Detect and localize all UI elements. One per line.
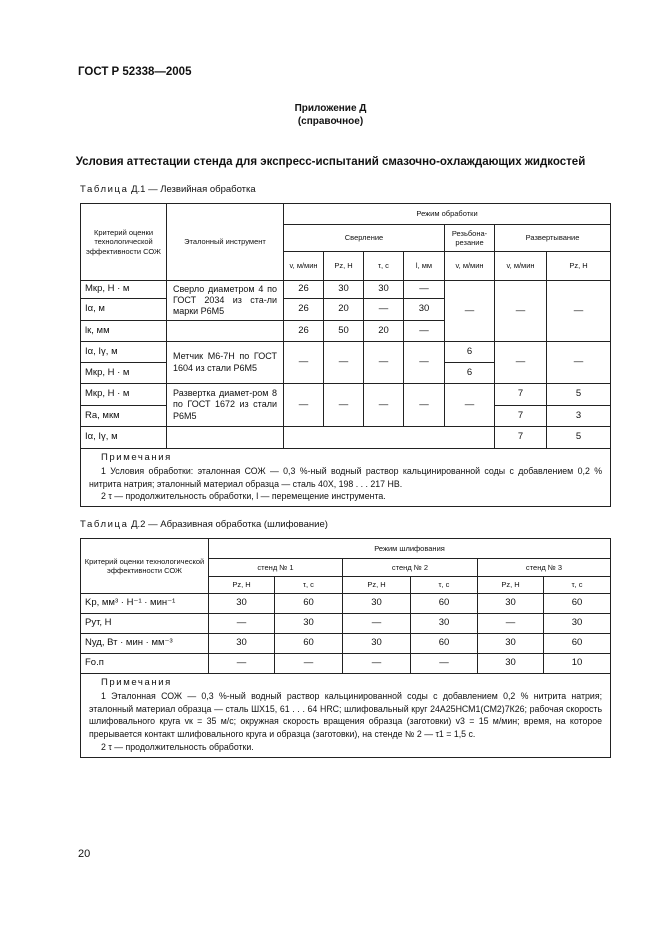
t1-header-reaming: Развертывание: [495, 225, 611, 252]
t1-cell: 30: [404, 299, 445, 321]
t1-param: Pz, Н: [547, 252, 611, 281]
t2-cell: 30: [343, 594, 411, 614]
t1-cell: 3: [547, 406, 611, 427]
t1-cell: —: [547, 342, 611, 384]
t2-cell: —: [209, 614, 275, 634]
t1-cell: 5: [547, 427, 611, 449]
t2-cell: 60: [544, 634, 611, 654]
appendix-subtitle: (справочное): [297, 116, 364, 127]
t2-criterion: Kр, мм³ · Н⁻¹ · мин⁻¹: [81, 594, 209, 614]
t2-param: Pz, Н: [343, 577, 411, 594]
t1-tool-drill: Сверло диаметром 4 по ГОСТ 2034 из ста-ли марки Р6М5: [167, 281, 284, 321]
t1-param: τ, с: [364, 252, 404, 281]
t1-param: v, м/мин: [495, 252, 547, 281]
table-d2: [80, 538, 611, 758]
t2-cell: 30: [544, 614, 611, 634]
t2-cell: 60: [275, 634, 343, 654]
t1-cell: —: [364, 384, 404, 427]
t1-tool-reamer: Развертка диамет-ром 8 по ГОСТ 1672 из стали Р6М5: [167, 384, 284, 427]
t1-criterion: Mкр, Н · м: [81, 281, 167, 299]
t1-header-threading: Резьбона-резание: [445, 225, 495, 252]
t2-cell: 10: [544, 654, 611, 674]
t2-header-stand-3: стенд № 3: [478, 559, 611, 577]
t2-cell: 60: [275, 594, 343, 614]
t2-param: Pz, Н: [209, 577, 275, 594]
t1-cell: —: [404, 384, 445, 427]
t1-cell: 26: [284, 281, 324, 299]
t1-param: v, м/мин: [445, 252, 495, 281]
t2-cell: —: [209, 654, 275, 674]
t1-cell-empty: [167, 427, 284, 449]
t1-cell: —: [404, 281, 445, 299]
appendix-title: Приложение Д: [294, 103, 367, 114]
t1-cell: —: [404, 342, 445, 384]
t2-header-stand-1: стенд № 1: [209, 559, 343, 577]
t1-criterion: Mкр, Н · м: [81, 384, 167, 406]
t1-cell: —: [404, 321, 445, 342]
t1-note-2: 2 τ — продолжительность обработки, l — перемещение инструмента.: [101, 491, 386, 502]
t1-cell: —: [364, 299, 404, 321]
t1-param: v, м/мин: [284, 252, 324, 281]
t2-cell: —: [343, 614, 411, 634]
t2-header-mode: Режим шлифования: [209, 539, 611, 559]
table2-caption-label: Таблица: [80, 519, 129, 530]
t1-param: Pz, Н: [324, 252, 364, 281]
t1-cell-empty: [167, 321, 284, 342]
t1-cell: 7: [495, 406, 547, 427]
section-heading: Условия аттестации стенда для экспресс-испытаний смазочно-охлаждающих жидкостей: [75, 156, 586, 168]
t1-header-drilling: Сверление: [284, 225, 445, 252]
t2-param: τ, с: [544, 577, 611, 594]
t1-cell: 6: [445, 363, 495, 384]
t2-header-stand-2: стенд № 2: [343, 559, 478, 577]
t1-cell: —: [324, 384, 364, 427]
t1-criterion: lк, мм: [81, 321, 167, 342]
t1-notes: [81, 449, 611, 507]
t1-note-1: 1 Условия обработки: эталонная СОЖ — 0,3 %-ный водный раствор кальцинированной соды с добавлением 0,2 % нитрита натрия; эталонный материал образца — сталь 40Х, 198 . . . 217 НВ.: [89, 465, 603, 489]
t1-cell: —: [495, 281, 547, 342]
t1-cell: 50: [324, 321, 364, 342]
t2-cell: 60: [544, 594, 611, 614]
table1-caption: [80, 184, 256, 195]
t1-cell: 20: [324, 299, 364, 321]
t2-cell: 30: [411, 614, 478, 634]
t1-header-criterion: Критерий оценки технологической эффективности СОЖ: [81, 204, 167, 281]
t2-criterion: Pут, Н: [81, 614, 209, 634]
t2-cell: 60: [411, 634, 478, 654]
t1-tool-tap: Метчик М6-7Н по ГОСТ 1604 из стали Р6М5: [167, 342, 284, 384]
table-d1: [80, 203, 611, 507]
t1-cell: —: [445, 384, 495, 427]
t1-header-tool: Эталонный инструмент: [167, 204, 284, 281]
page-number: 20: [78, 848, 91, 860]
t2-cell: 30: [209, 594, 275, 614]
t2-cell: 60: [411, 594, 478, 614]
table2-caption: [80, 519, 328, 530]
t1-criterion: Iα, м: [81, 299, 167, 321]
t2-cell: 30: [275, 614, 343, 634]
t1-cell: —: [284, 342, 324, 384]
t1-cell: —: [284, 384, 324, 427]
t1-cell: 7: [495, 427, 547, 449]
t1-cell: 20: [364, 321, 404, 342]
t2-cell: —: [343, 654, 411, 674]
t1-param: l, мм: [404, 252, 445, 281]
standard-header: ГОСТ Р 52338—2005: [78, 66, 192, 78]
t1-cell-empty: [284, 427, 495, 449]
t2-cell: 30: [478, 594, 544, 614]
t2-criterion: Nуд, Вт · мин · мм⁻³: [81, 634, 209, 654]
table2-caption-text: Д.2 — Абразивная обработка (шлифование): [128, 519, 328, 530]
t2-criterion: Fо.п: [81, 654, 209, 674]
t1-cell: —: [364, 342, 404, 384]
t1-criterion: Iα, Iγ, м: [81, 427, 167, 449]
t1-header-mode: Режим обработки: [284, 204, 611, 225]
t2-cell: 30: [343, 634, 411, 654]
t2-cell: —: [275, 654, 343, 674]
t1-cell: —: [324, 342, 364, 384]
t2-param: τ, с: [411, 577, 478, 594]
t1-cell: 30: [324, 281, 364, 299]
t2-header-criterion: Критерий оценки технологической эффективности СОЖ: [81, 539, 209, 594]
t2-cell: 30: [209, 634, 275, 654]
t2-cell: 30: [478, 634, 544, 654]
t2-note-2: 2 τ — продолжительность обработки.: [101, 741, 254, 752]
t1-cell: 6: [445, 342, 495, 363]
t2-cell: —: [411, 654, 478, 674]
t2-notes-title: Примечания: [101, 677, 172, 688]
t1-cell: 26: [284, 299, 324, 321]
t1-cell: 7: [495, 384, 547, 406]
t1-criterion: Iα, Iγ, м: [81, 342, 167, 363]
table1-caption-text: Д.1 — Лезвийная обработка: [128, 184, 256, 195]
t2-notes: [81, 674, 611, 758]
t2-param: τ, с: [275, 577, 343, 594]
t2-cell: —: [478, 614, 544, 634]
t1-cell: 26: [284, 321, 324, 342]
t1-cell: —: [445, 281, 495, 342]
t2-param: Pz, Н: [478, 577, 544, 594]
t1-cell: —: [495, 342, 547, 384]
t1-criterion: Ra, мкм: [81, 406, 167, 427]
t1-criterion: Mкр, Н · м: [81, 363, 167, 384]
t2-note-1: 1 Эталонная СОЖ — 0,3 %-ный водный раствор кальцинированной соды с добавлением 0,2 % нитрита натрия; эталонный материал образца — сталь ШХ15, 61 . . . 64 HRC; шлифовальный круг 24А25НСМ1(СМ2)7К26; рабочая скорость шлифовального круга vк = 35 м/с; окружная скорость вращения образца (заготовки) v3 = 15 м/мин; время, на которое прерывается контакт шлифовального круга и образца (заготовки), на стенде № 2 — τ1 = 1,5 с.: [89, 690, 603, 740]
table1-caption-label: Таблица: [80, 184, 129, 195]
t1-cell: —: [547, 281, 611, 342]
t2-cell: 30: [478, 654, 544, 674]
t1-cell: 30: [364, 281, 404, 299]
t1-cell: 5: [547, 384, 611, 406]
t1-notes-title: Примечания: [101, 452, 172, 463]
